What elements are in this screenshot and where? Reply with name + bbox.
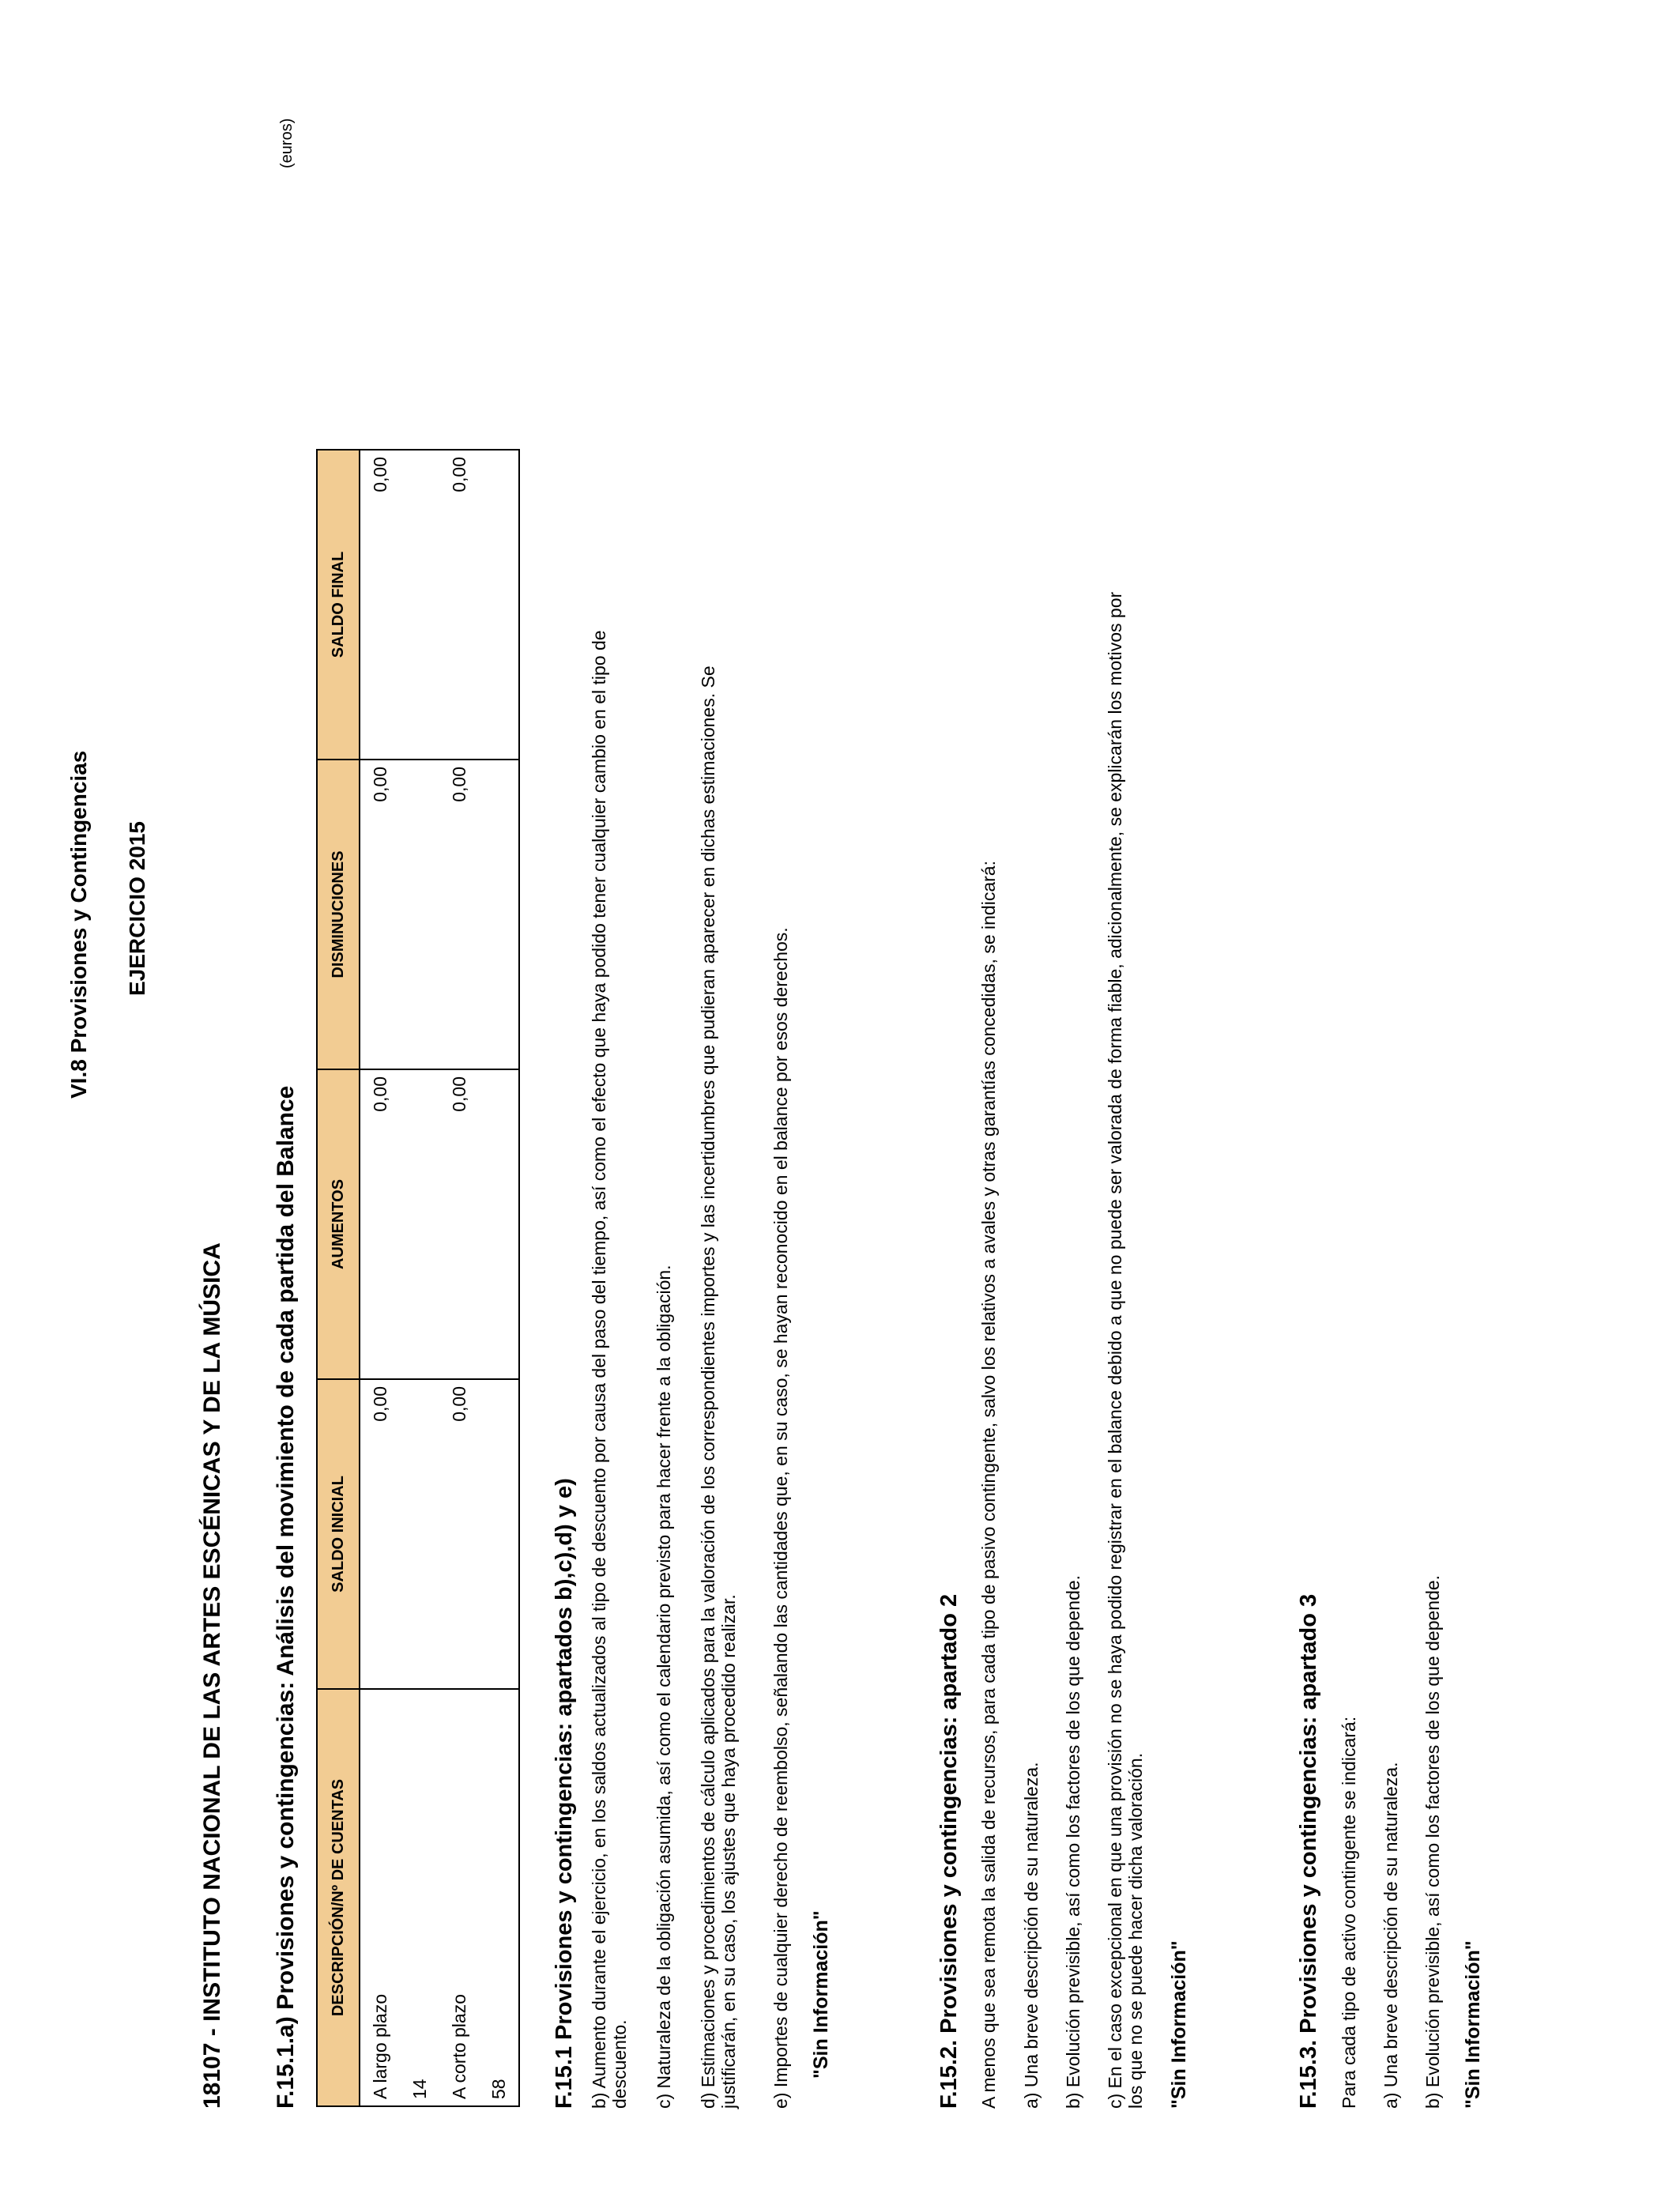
cell-aumentos: 0,00 [360,1069,400,1379]
section-a-title: F.15.1.a) Provisiones y contingencias: Análisis del movimiento de cada partida del Balance [273,1085,299,2109]
cell-aumentos [479,1069,519,1379]
col-header-saldo-inicial: SALDO INICIAL [317,1379,360,1689]
section-2-line: los que no se puede hacer dicha valoración. [1125,1752,1146,2109]
section-2-line: b) Evolución previsible, así como los factores de los que depende. [1063,1574,1083,2109]
table-row [439,450,479,2106]
section-3-line: Para cada tipo de activo contingente se indicará: [1339,1716,1359,2109]
section-2-no-info: "Sin Información" [1168,1940,1190,2109]
cell-disminuciones: 0,00 [360,760,400,1069]
col-header-aumentos: AUMENTOS [317,1069,360,1379]
report-title: VI.8 Provisiones y Contingencias [66,750,91,1099]
exercise-label: EJERCICIO 2015 [125,821,149,996]
cell-description: A largo plazo [360,1689,400,2106]
cell-saldo-inicial [400,1379,439,1689]
cell-disminuciones [400,760,439,1069]
cell-saldo-final [400,450,439,760]
section-2-line: A menos que sea remota la salida de recursos, para cada tipo de pasivo contingente, salvo los relativos a avales y otras garantías concedidas, se indicará: [978,861,999,2109]
cell-disminuciones [479,760,519,1069]
col-header-saldo-final: SALDO FINAL [317,450,360,760]
cell-description: A corto plazo [439,1689,479,2106]
table-row [479,450,519,2106]
entity-title: 18107 - INSTITUTO NACIONAL DE LAS ARTES ESCÉNICAS Y DE LA MÚSICA [199,1242,225,2109]
provisions-table [316,449,520,2107]
section-b-line: c) Naturaleza de la obligación asumida, así como el calendario previsto para hacer frente a la obligación. [654,1265,674,2109]
cell-aumentos [400,1069,439,1379]
unit-label: (euros) [278,118,296,168]
cell-saldo-inicial: 0,00 [360,1379,400,1689]
cell-saldo-final [479,450,519,760]
table-row [360,450,400,2106]
section-2-line: a) Una breve descripción de su naturaleza. [1021,1762,1042,2109]
cell-description: 58 [479,1689,519,2106]
section-b-no-info: "Sin Información" [810,1910,832,2079]
cell-saldo-inicial: 0,00 [439,1379,479,1689]
section-b-line: justificarán, en su caso, los ajustes que haya procedido realizar. [718,1594,739,2109]
section-2-line: c) En el caso excepcional en que una provisión no se haya podido registrar en el balance debido a que no puede ser valorada de forma fiable, adicionalmente, se explicarán los motivos por [1105,591,1125,2109]
section-b-line: d) Estimaciones y procedimientos de cálculo aplicados para la valoración de los correspondientes importes y las incertidumbres que pudieran aparecer en dichas estimaciones. Se [698,665,718,2109]
table-row [400,450,439,2106]
cell-saldo-inicial [479,1379,519,1689]
table-header-row [317,450,360,2106]
section-b-line: b) Aumento durante el ejercicio, en los saldos actualizados al tipo de descuento por causa del paso del tiempo, así como el efecto que haya podido tener cualquier cambio en el tipo de [589,630,609,2109]
cell-aumentos: 0,00 [439,1069,479,1379]
cell-saldo-final: 0,00 [439,450,479,760]
section-b-line: e) Importes de cualquier derecho de reembolso, señalando las cantidades que, en su caso, se hayan reconocido en el balance por esos derechos. [770,927,791,2109]
section-3-line: a) Una breve descripción de su naturaleza. [1381,1762,1401,2109]
cell-saldo-final: 0,00 [360,450,400,760]
col-header-description: DESCRIPCIÓN/Nº DE CUENTAS [317,1689,360,2106]
section-3-title: F.15.3. Provisiones y contingencias: apartado 3 [1296,1593,1321,2109]
section-b-title: F.15.1 Provisiones y contingencias: apartados b),c),d) y e) [552,1478,577,2109]
section-b-line: descuento. [609,2019,630,2109]
section-3-line: b) Evolución previsible, así como los factores de los que depende. [1422,1574,1443,2109]
section-3-no-info: "Sin Información" [1462,1940,1484,2109]
cell-description: 14 [400,1689,439,2106]
col-header-disminuciones: DISMINUCIONES [317,760,360,1069]
section-2-title: F.15.2. Provisiones y contingencias: apartado 2 [936,1593,962,2109]
cell-disminuciones: 0,00 [439,760,479,1069]
